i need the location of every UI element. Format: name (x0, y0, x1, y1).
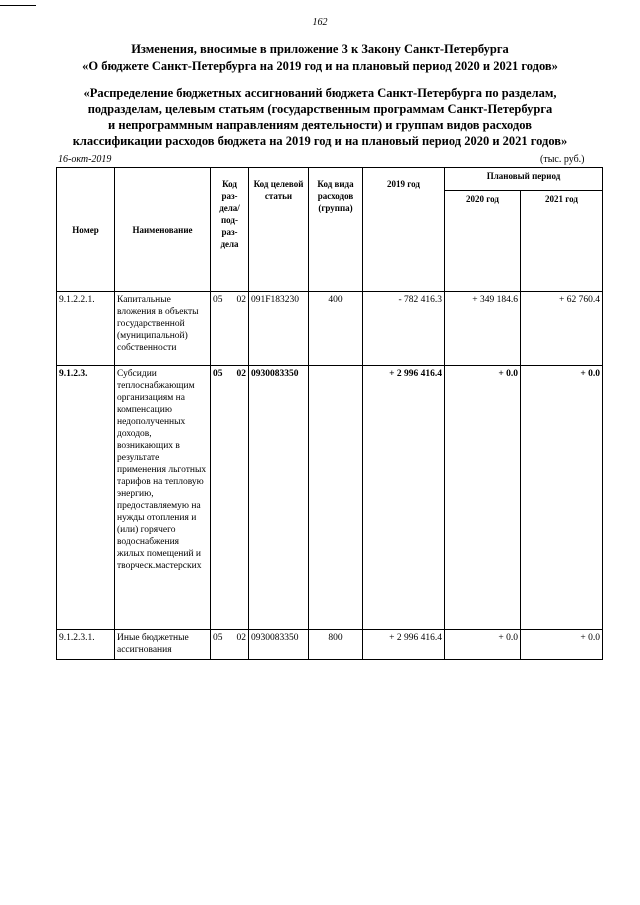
row-podrazdel-code: 02 (236, 295, 246, 305)
row-amount-2019: + 2 996 416.4 (363, 630, 445, 660)
header-2019 (363, 168, 445, 292)
row-target-code: 0930083350 (249, 630, 309, 660)
row-amount-2020: + 0.0 (445, 630, 521, 660)
header-2020: 2020 год (445, 191, 521, 292)
document-title (0, 41, 640, 75)
row-razdel-code: 05 (213, 295, 223, 305)
row-razdel-code: 05 (213, 369, 223, 379)
subtitle-line-1: «Распределение бюджетных ассигнований бюджета Санкт-Петербурга по разделам, (83, 86, 557, 100)
row-amount-2020: + 349 184.6 (445, 292, 521, 366)
subtitle-line-3: и непрограммным направлениям деятельности) и группам видов расходов (108, 118, 532, 132)
header-2021: 2021 год (521, 191, 603, 292)
row-number: 9.1.2.2.1. (57, 292, 115, 366)
header-target (249, 168, 309, 292)
row-razdel (211, 366, 249, 630)
header-razdel (211, 168, 249, 292)
table-row (57, 292, 603, 366)
document-subtitle (20, 85, 620, 149)
row-razdel-code: 05 (213, 633, 223, 643)
header-planned-period: Плановый период (445, 168, 603, 191)
row-vid-code: 800 (309, 630, 363, 660)
row-razdel (211, 292, 249, 366)
title-line-1: Изменения, вносимые в приложение 3 к Закону Санкт-Петербурга (131, 42, 509, 56)
row-razdel (211, 630, 249, 660)
row-amount-2021: + 0.0 (521, 366, 603, 630)
document-date: 16-окт-2019 (58, 154, 112, 165)
units-label: (тыс. руб.) (540, 154, 585, 165)
header-target-text: Код целевой статьи (253, 179, 304, 201)
row-podrazdel-code: 02 (236, 369, 246, 379)
row-number: 9.1.2.3. (57, 366, 115, 630)
row-amount-2021: + 62 760.4 (521, 292, 603, 366)
row-name: Субсидии теплоснабжающим организациям на компенсацию недополученных доходов, возникающих в результате применения льготных тарифов на тепловую энергию, предоставляемую на нужды отопления и (или) горячего водоснабжения жилых помещений и творческ.мастерских (115, 366, 211, 630)
top-edge-line (0, 5, 36, 6)
subtitle-line-4: классификации расходов бюджета на 2019 год и на плановый период 2020 и 2021 годов» (72, 134, 568, 148)
header-vid (309, 168, 363, 292)
row-name: Капитальные вложения в объекты государственной (муниципальной) собственности (115, 292, 211, 366)
table-row (57, 366, 603, 630)
row-podrazdel-code: 02 (236, 633, 246, 643)
row-target-code: 091F183230 (249, 292, 309, 366)
header-2019-text: 2019 год (387, 179, 420, 189)
row-amount-2019: - 782 416.3 (363, 292, 445, 366)
subtitle-line-2: подразделам, целевым статьям (государственным программам Санкт-Петербурга (87, 102, 553, 116)
row-number: 9.1.2.3.1. (57, 630, 115, 660)
row-vid-code (309, 366, 363, 630)
page-number: 162 (312, 17, 328, 28)
title-line-2: «О бюджете Санкт-Петербурга на 2019 год и на плановый период 2020 и 2021 годов» (82, 59, 558, 73)
header-vid-text: Код вида расходов (группа) (317, 179, 354, 213)
row-vid-code: 400 (309, 292, 363, 366)
table-row (57, 630, 603, 660)
row-target-code: 0930083350 (249, 366, 309, 630)
header-name: Наименование (115, 168, 211, 292)
row-amount-2021: + 0.0 (521, 630, 603, 660)
header-razdel-text: Код раз-дела/ под-раз-дела (219, 179, 240, 249)
row-name: Иные бюджетные ассигнования (115, 630, 211, 660)
header-number: Номер (57, 168, 115, 292)
budget-table (56, 167, 603, 660)
row-amount-2019: + 2 996 416.4 (363, 366, 445, 630)
row-amount-2020: + 0.0 (445, 366, 521, 630)
